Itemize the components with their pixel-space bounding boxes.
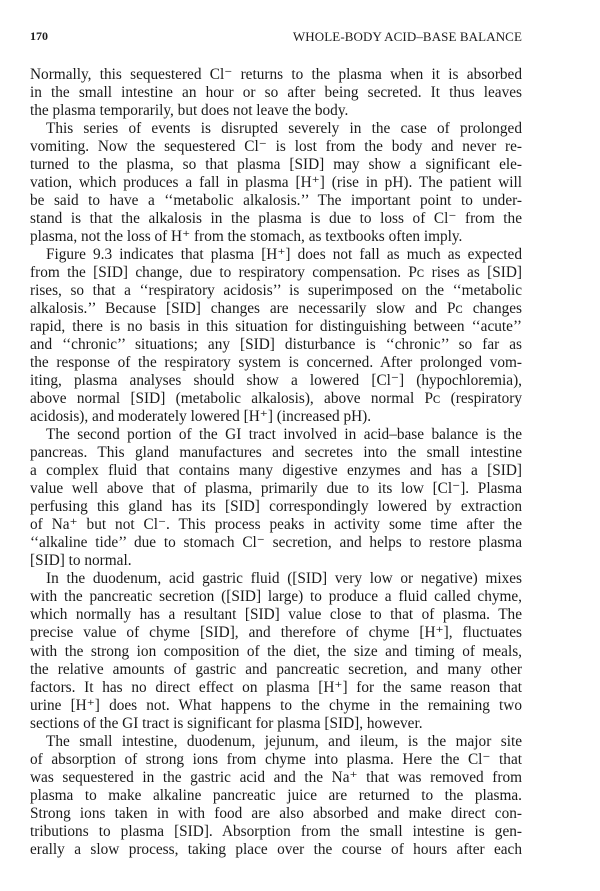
running-title: WHOLE-BODY ACID–BASE BALANCE <box>292 29 522 44</box>
body-text <box>30 66 522 859</box>
text-line: vation, which produces a fall in plasma [H⁺] (rise in pH). The patient will <box>30 174 522 192</box>
text-line: in the small intestine an hour or so after being secreted. It thus leaves <box>30 84 522 102</box>
paragraph <box>30 246 522 426</box>
text-line: was sequestered in the gastric acid and the Na⁺ that was removed from <box>30 768 522 786</box>
text-line: perfusing this gland has its [SID] correspondingly lowered by extraction <box>30 498 522 516</box>
paragraph <box>30 570 522 732</box>
text-line: This series of events is disrupted severely in the case of prolonged <box>46 120 522 138</box>
text-line: tributions to plasma [SID]. Absorption from the small intestine is gen- <box>30 822 522 840</box>
text-line: the response of the respiratory system is concerned. After prolonged vom- <box>30 354 522 372</box>
text-line: value well above that of plasma, primarily due to its low [Cl⁻]. Plasma <box>30 480 522 498</box>
text-line: the relative amounts of gastric and pancreatic secretion, and many other <box>30 660 522 678</box>
paragraph <box>30 66 522 120</box>
text-line: The second portion of the GI tract involved in acid–base balance is the <box>46 426 522 444</box>
text-line: precise value of chyme [SID], and therefore of chyme [H⁺], fluctuates <box>30 624 522 642</box>
text-line: The small intestine, duodenum, jejunum, and ileum, is the major site <box>46 732 522 750</box>
text-line: erally a slow process, taking place over the course of hours after each <box>30 840 522 858</box>
text-line: [SID] to normal. <box>30 552 132 570</box>
text-line: rises, so that a ‘‘respiratory acidosis’’ is superimposed on the ‘‘metabolic <box>30 282 522 300</box>
page-header <box>30 29 522 47</box>
paragraph <box>30 426 522 570</box>
text-line: acidosis), and moderately lowered [H⁺] (increased pH). <box>30 408 372 426</box>
paragraph <box>30 120 522 246</box>
text-line: with the strong ion composition of the diet, the size and timing of meals, <box>30 642 522 660</box>
text-line: alkalosis.’’ Because [SID] changes are necessarily slow and Pᴄ changes <box>30 300 522 318</box>
text-line: iting, plasma analyses should show a lowered [Cl⁻] (hypochloremia), <box>30 372 522 390</box>
text-line: In the duodenum, acid gastric fluid ([SID] very low or negative) mixes <box>46 570 522 588</box>
text-line: ‘‘alkaline tide’’ due to stomach Cl⁻ secretion, and helps to restore plasma <box>30 534 522 552</box>
text-line: be said to have a ‘‘metabolic alkalosis.’’ The important point to under- <box>30 192 522 210</box>
text-line: Strong ions taken in with food are also absorbed and make direct con- <box>30 804 522 822</box>
text-line: pancreas. This gland manufactures and secretes into the small intestine <box>30 444 522 462</box>
text-line: of Na⁺ but not Cl⁻. This process peaks in activity some time after the <box>30 516 522 534</box>
text-line: plasma, not the loss of H⁺ from the stomach, as textbooks often imply. <box>30 228 463 246</box>
text-line: vomiting. Now the sequestered Cl⁻ is lost from the body and never re- <box>30 138 522 156</box>
text-line: sections of the GI tract is significant for plasma [SID], however. <box>30 714 423 732</box>
text-line: Normally, this sequestered Cl⁻ returns to the plasma when it is absorbed <box>30 66 522 83</box>
text-line: of absorption of strong ions from chyme into plasma. Here the Cl⁻ that <box>30 750 522 768</box>
text-line: urine [H⁺] does not. What happens to the chyme in the remaining two <box>30 696 522 714</box>
page-number: 170 <box>30 29 48 43</box>
text-line: above normal [SID] (metabolic alkalosis), above normal Pᴄ (respiratory <box>30 390 522 408</box>
text-line: turned to the plasma, so that plasma [SID] may show a significant ele- <box>30 156 522 174</box>
text-line: with the pancreatic secretion ([SID] large) to produce a fluid called chyme, <box>30 588 522 606</box>
text-line: which normally has a resultant [SID] value close to that of plasma. The <box>30 606 522 624</box>
paragraph <box>30 733 522 859</box>
text-line: factors. It has no direct effect on plasma [H⁺] for the same reason that <box>30 678 522 696</box>
text-line: plasma to make alkaline pancreatic juice are returned to the plasma. <box>30 786 522 804</box>
text-line: stand is that the alkalosis in the plasma is due to loss of Cl⁻ from the <box>30 210 522 228</box>
text-line: a complex fluid that contains many digestive enzymes and has a [SID] <box>30 462 522 480</box>
text-line: and ‘‘chronic’’ situations; any [SID] disturbance is ‘‘chronic’’ so far as <box>30 336 522 354</box>
text-line: the plasma temporarily, but does not leave the body. <box>30 102 349 120</box>
text-line: Figure 9.3 indicates that plasma [H⁺] does not fall as much as expected <box>46 246 522 264</box>
text-line: rapid, there is no basis in this situation for distinguishing between ‘‘acute’’ <box>30 318 522 336</box>
text-line: from the [SID] change, due to respiratory compensation. Pᴄ rises as [SID] <box>30 264 522 282</box>
